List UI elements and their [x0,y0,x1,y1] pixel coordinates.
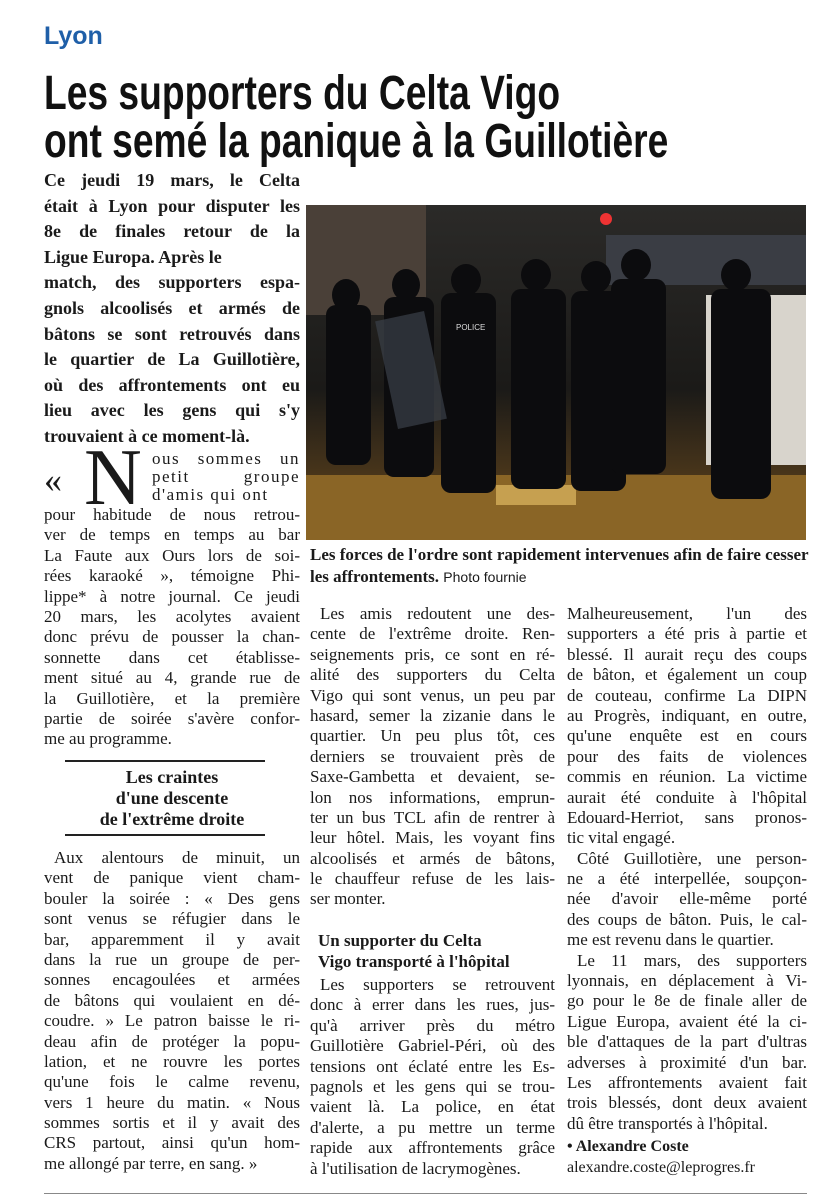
quote-mark: « [44,460,62,500]
text-line: rapide aux affrontements grâce [310,1138,555,1158]
text-line: Vigo transporté à l'hôpital [318,952,510,971]
text-line: qu'une enquête est en cours [567,726,807,746]
text-line: sonnes encagoulées et armées [44,970,300,990]
text-line: ous sommes un [152,449,300,468]
subheading-1 [44,767,300,830]
text-line: alité des supporters du Celta [310,665,555,685]
text-line: qu'à arriver près du métro [310,1015,555,1035]
news-photo [306,205,806,540]
text-line: ver de temps en temps au bar [44,525,300,545]
drop-cap: N [84,434,142,522]
text-line: 20 mars, les acolytes avaient [44,606,300,626]
text-line: de bâton, et également un coup [567,665,807,685]
text-line: lation, et ne rouvre les portes [44,1051,300,1071]
column-3-text [567,604,807,1134]
text-line: bouler la soirée : « Des gens [44,888,300,908]
text-line: pour des faits de violences [567,746,807,766]
text-line: Les affrontements avaient fait [567,1072,807,1092]
text-line: était à Lyon pour disputer les [44,195,300,216]
text-line: où des affrontements ont eu [44,374,300,395]
divider [65,834,265,836]
text-line: Vigo qui sont venus, un peu par [310,685,555,705]
text-line: trois blessés, dont deux avaient [567,1093,807,1113]
section-label: Lyon [44,22,103,50]
intro-paragraph [44,168,300,450]
text-line: ter un bus TCL afin de rentrer à [310,807,555,827]
text-line: Guillotière Gabriel-Péri, où des [310,1036,555,1056]
author-byline: • Alexandre Coste [567,1138,689,1155]
text-line: deau afin de protéger la popu- [44,1031,300,1051]
text-line: d'amis qui ont [152,485,269,504]
headline-line-1: Les supporters du Celta Vigo [44,67,561,120]
text-line: me est revenu dans le quartier. [567,930,774,950]
text-line: vaient là. La police, en état [310,1097,555,1117]
police-photo-image [306,205,806,540]
text-line: derniers se trouvaient près de [310,746,555,766]
text-line: vers 1 heure du matin. « Nous [44,1092,300,1112]
text-line: Les craintes [125,767,219,787]
text-line: vent de panique vient cham- [44,868,300,888]
text-line: sont venus se réfugier dans le [44,909,300,929]
photo-credit: Photo fournie [443,569,527,585]
text-line: Malheureusement, l'un des [567,604,807,623]
text-line: cente de l'extrême droite. Ren- [310,624,555,644]
text-line: tensions ont éclaté entre les Es- [310,1056,555,1076]
text-line: à l'utilisation de lacrymogènes. [310,1158,521,1178]
text-line: alcoolisés et armés de bâtons, [310,848,555,868]
text-line: petit groupe [152,467,300,486]
text-line: gnols alcoolisés et armés de [44,297,300,318]
text-line: Edouard-Herriot, sans pronos- [567,807,807,827]
column-1-text [44,505,300,750]
text-line: match, des supporters espa- [44,272,300,293]
column-2-text [310,604,555,910]
text-line: commis en réunion. La victime [567,767,807,787]
text-line: de bâtons qui voulaient en dé- [44,990,300,1010]
text-line: Le 11 mars, des supporters [577,950,807,970]
text-line: la Guillotière, et la première [44,688,300,708]
text-line: La Faute aux Ours lors de soi- [44,545,300,565]
text-line: de couteau, confirme La DIPN [567,685,807,705]
text-line: Côté Guillotière, une person- [577,848,807,868]
text-line: trouvaient à ce moment-là. [44,425,250,446]
text-line: ble d'attaques de la part d'ultras [567,1032,807,1052]
text-line: dans la rue un groupe de per- [44,949,300,969]
divider [65,760,265,762]
text-line: au Progrès, indiquant, en outre, [567,705,807,725]
bottom-divider [44,1193,807,1194]
text-line: le chauffeur refuse de les lais- [310,869,555,889]
text-line: née d'avoir elle-même porté [567,889,807,909]
text-line: Ligue Europa. Après le [44,246,222,267]
photo-caption [310,544,810,588]
text-line: dû être transportés à l'hôpital. [567,1113,768,1133]
text-line: lon nos informations, emprun- [310,787,555,807]
text-line: lippe* à notre journal. Ce jeudi [44,586,300,606]
police-badge: POLICE [456,323,486,332]
text-line: Aux alentours de minuit, un [54,848,300,867]
text-line: donc prévu de pousser la chan- [44,627,300,647]
text-line: Saxe-Gambetta et devaient, se- [310,767,555,787]
text-line: coudre. » Le patron baisse le ri- [44,1011,300,1031]
text-line: leur hôtel. Mais, les voyant fins [310,828,555,848]
text-line: blessé. Il aurait reçu des coups [567,644,807,664]
caption-text: Les forces de l'ordre sont rapidement intervenues afin de faire cesser les affrontements. [310,545,809,586]
text-line: Les supporters se retrouvent [320,975,555,994]
text-line: quartier. Un peu plus tôt, ces [310,726,555,746]
text-line: bâtons se sont retrouvés dans [44,323,300,344]
text-line: 8e de finales retour de la [44,221,300,242]
text-line: qu'une fois le calme revenu, [44,1072,300,1092]
text-line: hasard, semer la zizanie dans le [310,705,555,725]
text-line: seignements pris, ce sont en ré- [310,644,555,664]
text-line: sommes sortis et il y avait des [44,1113,300,1133]
dropcap-lines [152,450,300,504]
headline-line-2: ont semé la panique à la Guillotière [44,115,669,168]
text-line: Ligue Europa, avaient été la ci- [567,1011,807,1031]
text-line: pagnols et les gens qui se trou- [310,1076,555,1096]
text-line: Ce jeudi 19 mars, le Celta [44,170,300,190]
column-2b-text [310,975,555,1179]
text-line: ne a été interpellée, soupçon- [567,869,807,889]
text-line: Les amis redoutent une des- [320,604,555,623]
text-line: Un supporter du Celta [318,931,482,950]
text-line: lyonnais, en déplacement à Vi- [567,971,807,991]
text-line: ment situé au 4, grande rue de [44,668,300,688]
text-line: lieu avec les gens qui s'y [44,400,300,421]
text-line: de l'extrême droite [99,809,245,829]
text-line: supporters a été pris à partie et [567,624,807,644]
subheading-2 [318,930,558,972]
text-line: des coups de bâton. Puis, le cal- [567,909,807,929]
text-line: donc à errer dans les rues, jus- [310,995,555,1015]
text-line: le quartier de La Guillotière, [44,349,300,370]
text-line: me au programme. [44,729,172,749]
text-line: CRS partout, ainsi qu'un hom- [44,1133,300,1153]
text-line: bar, apparemment il y avait [44,929,300,949]
text-line: rées karaoké », témoigne Phi- [44,566,300,586]
text-line: go pour le 8e de finale aller de [567,991,807,1011]
text-line: me allongé par terre, en sang. » [44,1153,258,1173]
text-line: ser monter. [310,889,386,909]
text-line: partie de soirée s'avère confor- [44,708,300,728]
text-line: adverses à proximité d'un bar. [567,1052,807,1072]
text-line: d'alerte, a pu mettre un terme [310,1117,555,1137]
text-line: aurait été conduite à l'hôpital [567,787,807,807]
text-line: d'une descente [115,788,229,808]
text-line: pour habitude de nous retrou- [44,505,300,524]
column-1b-text [44,848,300,1174]
text-line: sonnette dans cet établisse- [44,647,300,667]
text-line: tic vital engagé. [567,828,676,848]
author-email[interactable]: alexandre.coste@leprogres.fr [567,1159,755,1176]
